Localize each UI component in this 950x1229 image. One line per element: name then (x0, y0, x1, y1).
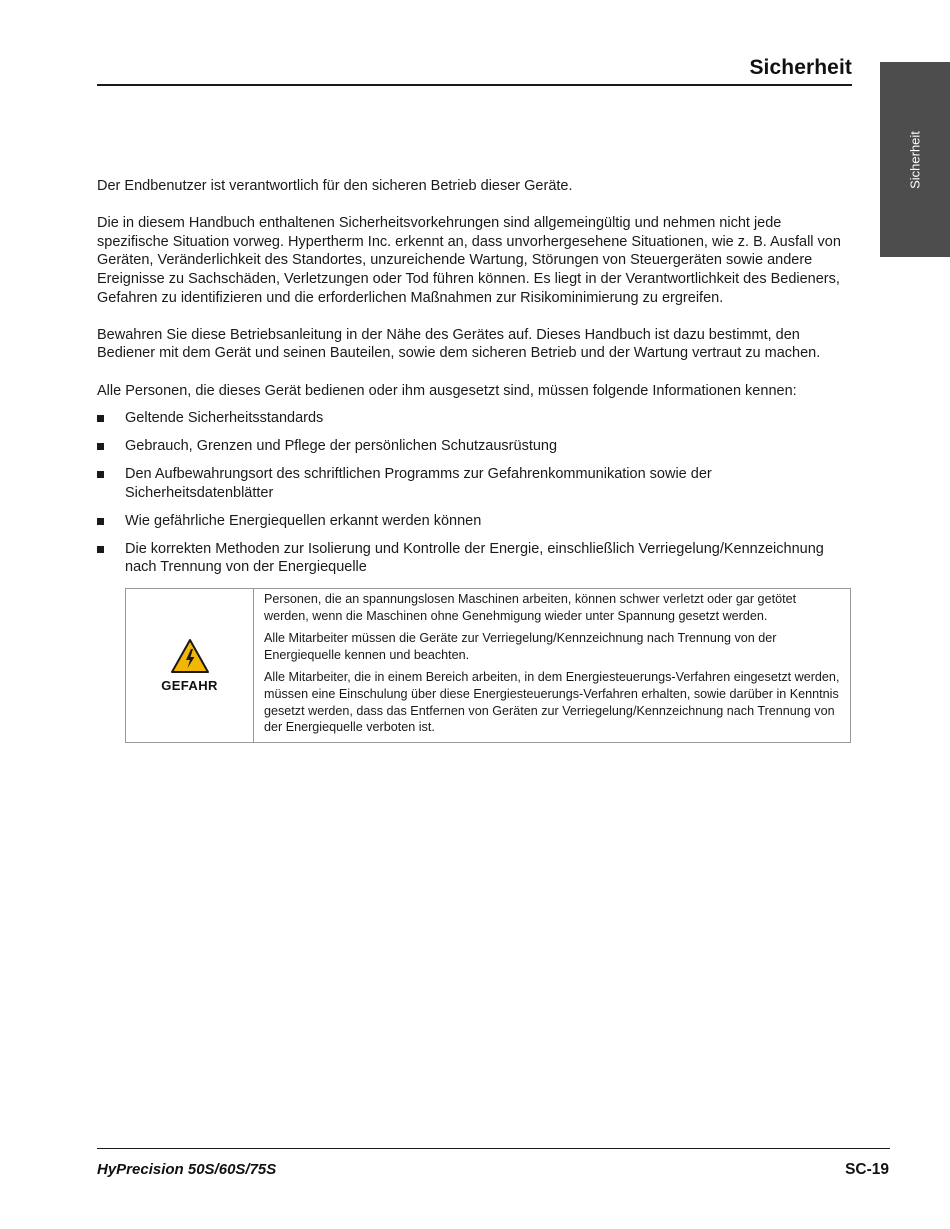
paragraph-required-knowledge: Alle Personen, die dieses Gerät bedienen oder ihm ausgesetzt sind, müssen folgende Informationen kennen: (97, 382, 797, 399)
square-bullet-icon (97, 518, 104, 525)
list-item (97, 540, 852, 577)
required-knowledge-list (97, 409, 852, 577)
body-content (97, 177, 852, 586)
footer-product-name: HyPrecision 50S/60S/75S (97, 1161, 277, 1178)
paragraph-responsibility: Der Endbenutzer ist verantwortlich für den sicheren Betrieb dieser Geräte. (97, 178, 573, 194)
footer-divider (97, 1148, 890, 1149)
paragraph-manual-storage: Bewahren Sie diese Betriebsanleitung in der Nähe des Gerätes auf. Dieses Handbuch ist dazu bestimmt, den Bediener mit dem Gerät und seinen Bauteilen, sowie dem sicheren Betrieb und der Wartung vertraut zu machen. (97, 326, 821, 362)
section-side-tab[interactable] (880, 62, 950, 257)
page-header (97, 54, 852, 86)
page-title: Sicherheit (749, 56, 852, 79)
list-item (97, 465, 852, 502)
list-item-text: Gebrauch, Grenzen und Pflege der persönlichen Schutzausrüstung (125, 438, 558, 455)
danger-label: GEFAHR (161, 678, 218, 693)
footer-page-number: SC-19 (845, 1161, 889, 1178)
danger-notice-box (125, 588, 851, 743)
danger-paragraph: Alle Mitarbeiter müssen die Geräte zur Verriegelung/Kennzeichnung nach Trennung von der Energiequelle kennen und beachten. (264, 631, 777, 662)
square-bullet-icon (97, 471, 104, 478)
list-item-text: Die korrekten Methoden zur Isolierung und Kontrolle der Energie, einschließlich Verriegelung/Kennzeichnung nach Trennung von der Energiequelle (125, 540, 824, 576)
electrical-hazard-warning-icon (170, 638, 210, 674)
paragraph-precautions: Die in diesem Handbuch enthaltenen Sicherheitsvorkehrungen sind allgemeingültig und nehmen nicht jede spezifische Situation vorweg. Hypertherm Inc. erkennt an, dass unvorhergesehene Situationen, wie z. B. Ausfall von Geräten, Veränderlichkeit des Standortes, unzureichende Wartung, Störungen von Steuergeräten sowie andere Ereignisse zu Sachschäden, Verletzungen oder Tod führen können. Es liegt in der Verantwortlichkeit des Bedieners, Gefahren zu identifizieren und die erforderlichen Maßnahmen zur Risikominimierung zu ergreifen. (97, 215, 841, 306)
square-bullet-icon (97, 443, 104, 450)
square-bullet-icon (97, 546, 104, 553)
list-item (97, 409, 852, 428)
danger-paragraph: Alle Mitarbeiter, die in einem Bereich arbeiten, in dem Energiesteuerungs-Verfahren eingesetzt werden, müssen eine Einschulung über diese Energiesteuerungs-Verfahren erhalten, sowie darüber in Kenntnis gesetzt werden, dass das Entfernen von Geräten zur Verriegelung/Kennzeichnung nach Trennung von der Energiequelle verboten ist. (264, 670, 840, 735)
list-item (97, 437, 852, 456)
list-item-text: Den Aufbewahrungsort des schriftlichen Programms zur Gefahrenkommunikation sowie der Sicherheitsdatenblätter (125, 466, 712, 501)
square-bullet-icon (97, 415, 104, 422)
list-item-text: Geltende Sicherheitsstandards (125, 410, 324, 427)
danger-paragraph: Personen, die an spannungslosen Maschinen arbeiten, können schwer verletzt oder gar getötet werden, wenn die Maschinen ohne Genehmigung wieder unter Spannung gesetzt werden. (264, 592, 797, 623)
danger-label-cell (126, 589, 254, 742)
side-tab-label: Sicherheit (907, 130, 923, 189)
list-item-text: Wie gefährliche Energiequellen erkannt werden können (125, 512, 482, 529)
list-item (97, 512, 852, 531)
danger-text-cell (254, 589, 850, 742)
